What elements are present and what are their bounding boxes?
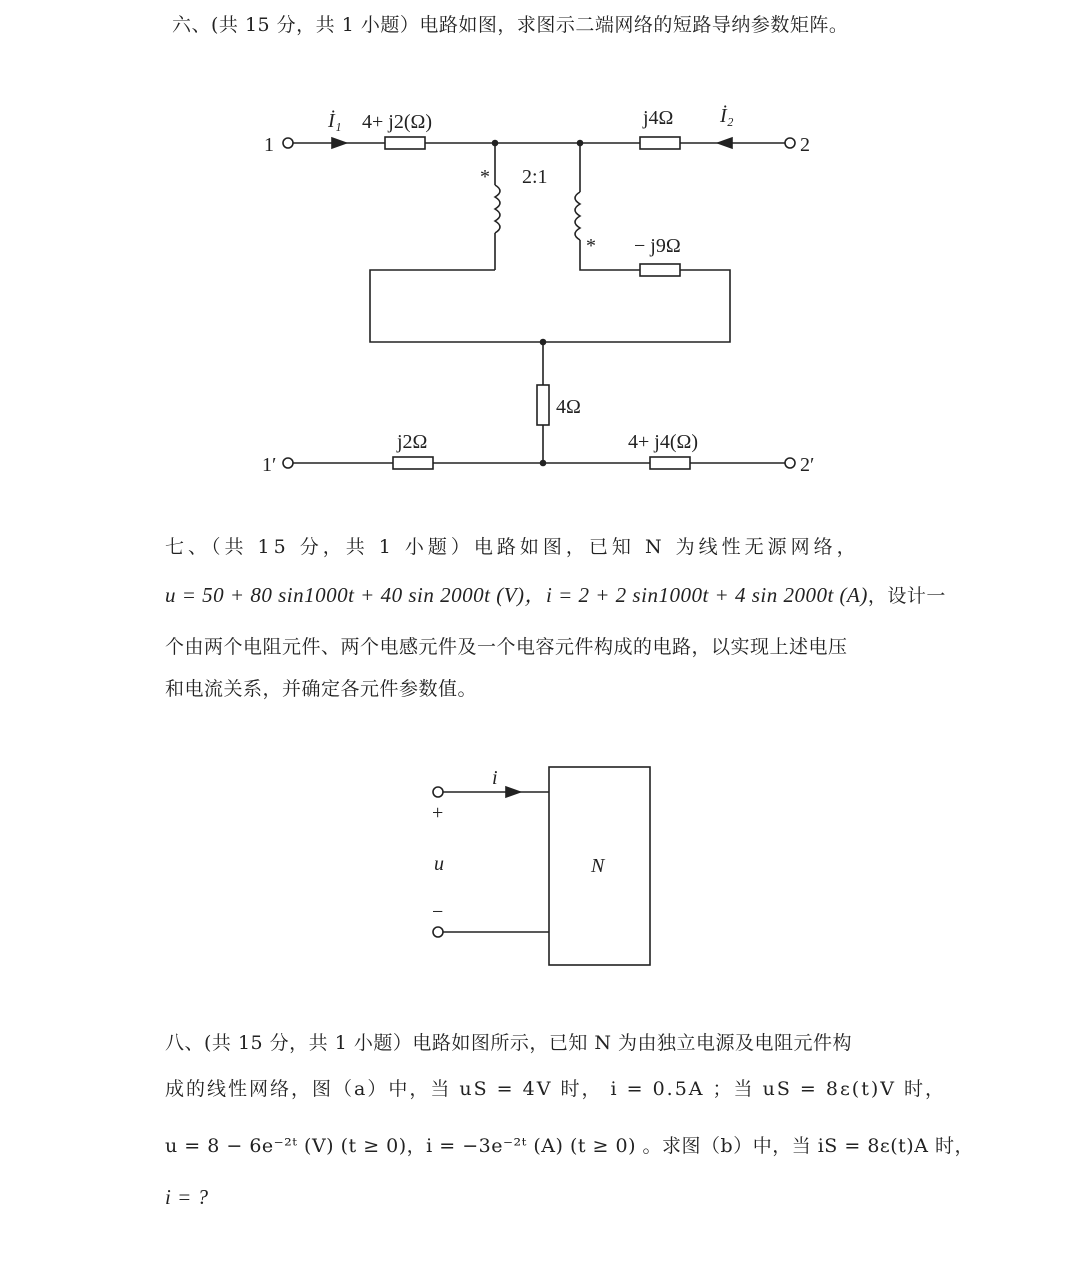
label-z-bot-right: 4+ j4(Ω) — [628, 431, 699, 453]
dot-primary: * — [480, 166, 490, 188]
impedance-4-j4 — [650, 457, 690, 469]
q7-line3: 个由两个电阻元件、两个电感元件及一个电容元件构成的电路，以实现上述电压 — [165, 636, 848, 658]
label-current: i — [492, 767, 498, 789]
label-ratio: 2:1 — [522, 166, 548, 188]
label-i1: İ₁ — [328, 110, 342, 132]
label-i2: İ₂ — [720, 105, 734, 127]
port-1-terminal — [283, 138, 293, 148]
q7-line1: 七、（共 15 分，共 1 小题）电路如图，已知 N 为线性无源网络， — [165, 536, 860, 558]
label-voltage: u — [434, 853, 444, 875]
label-z-cap: − j9Ω — [634, 235, 681, 257]
q7-line2-tail: ，设计一 — [867, 585, 946, 607]
label-plus: + — [432, 802, 444, 824]
q8-line4: i = ? — [165, 1185, 209, 1209]
current-arrow-icon — [506, 787, 520, 797]
i2-arrow-icon — [718, 138, 732, 148]
q7-line4: 和电流关系，并确定各元件参数值。 — [165, 678, 478, 700]
label-minus: − — [432, 901, 444, 923]
q6-prompt: 六、(共 15 分，共 1 小题）电路如图，求图示二端网络的短路导纳参数矩阵。 — [172, 14, 849, 36]
label-z-mid: 4Ω — [556, 396, 581, 418]
q8-line1: 八、(共 15 分，共 1 小题）电路如图所示，已知 N 为由独立电源及电阻元件构 — [165, 1032, 853, 1054]
i1-arrow-icon — [332, 138, 346, 148]
impedance-4 — [537, 385, 549, 425]
label-port1p: 1′ — [262, 454, 277, 476]
impedance-4-j2 — [385, 137, 425, 149]
port-1p-terminal — [283, 458, 293, 468]
label-port1: 1 — [264, 134, 274, 156]
label-z-top-left: 4+ j2(Ω) — [362, 111, 433, 133]
impedance-j4 — [640, 137, 680, 149]
label-z-bot-left: j2Ω — [397, 431, 428, 453]
terminal-bottom — [433, 927, 443, 937]
port-2p-terminal — [785, 458, 795, 468]
port-2-terminal — [785, 138, 795, 148]
q7-labels — [432, 767, 606, 923]
label-port2p: 2′ — [800, 454, 815, 476]
terminal-top — [433, 787, 443, 797]
q7-formula: u = 50 + 80 sin1000t + 40 sin 2000t (V)，i = 2 + 2 sin1000t + 4 sin 2000t (A) — [165, 583, 868, 607]
label-network: N — [591, 855, 605, 877]
q8-line3: u = 8 − 6e⁻²ᵗ (V) (t ≥ 0)，i = −3e⁻²ᵗ (A) (t ≥ 0) 。求图（b）中，当 iS = 8ε(t)A 时， — [165, 1135, 974, 1157]
label-z-top-right: j4Ω — [643, 107, 674, 129]
impedance-minus-j9 — [640, 264, 680, 276]
q7-circuit — [433, 767, 650, 965]
impedance-j2 — [393, 457, 433, 469]
primary-coil — [495, 185, 500, 233]
secondary-coil — [575, 192, 580, 240]
dot-secondary: * — [586, 235, 596, 257]
label-port2: 2 — [800, 134, 810, 156]
q8-line2: 成的线性网络，图（a）中，当 uS = 4V 时， i = 0.5A ；当 uS = 8ε(t)V 时， — [165, 1078, 947, 1100]
